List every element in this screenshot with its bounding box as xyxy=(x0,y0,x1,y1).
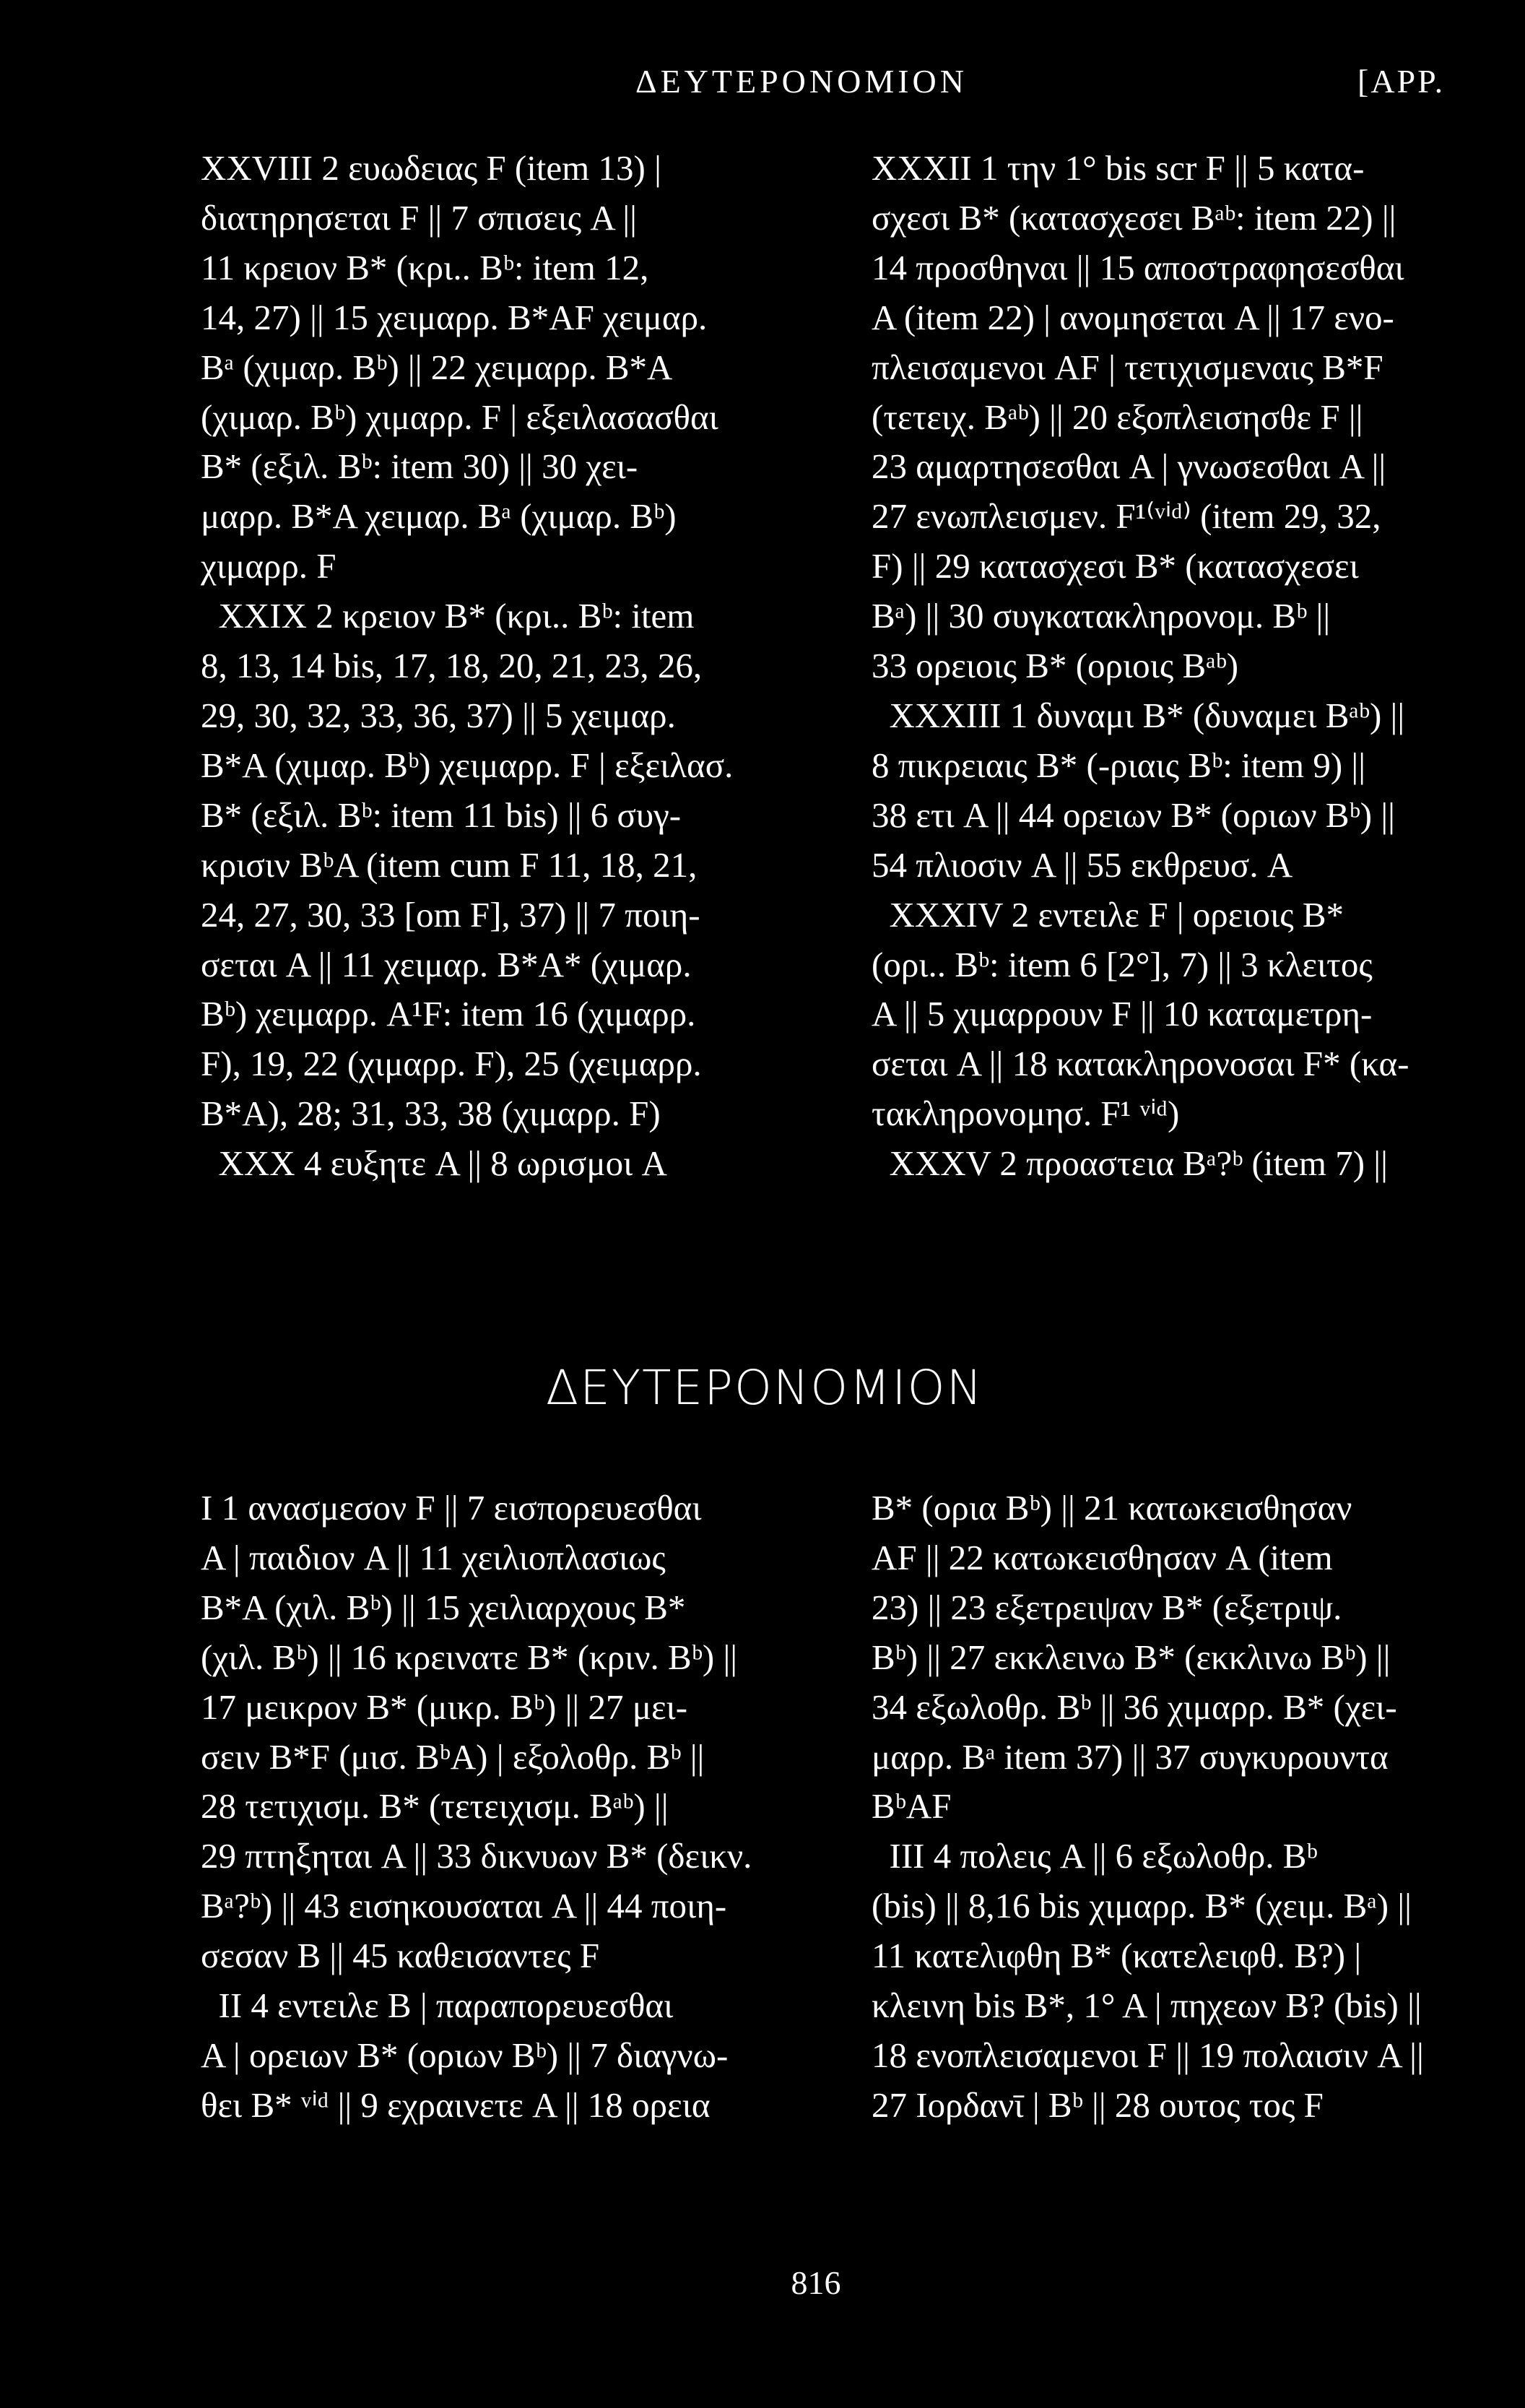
apparatus-lower-column-left: I 1 ανασμεσον F || 7 εισπορευεσθαι A | παιδιον A || 11 χειλιοπλασιως B*A (χιλ. Bᵇ) || 15 χειλιαρχους B* (χιλ. Bᵇ) || 16 κρεινατε B* (κριν. Bᵇ) || 17 μεικρον B* (μικρ. Bᵇ) || 27 μει- σειν B*F (μισ. BᵇA) | εξολοθρ. Bᵇ || 28 τετιχισμ. B* (τετειχισμ. Bᵃᵇ) || 29 πτηξηται A || 33 δικνυων B* (δεικν. Bᵃ?ᵇ) || 43 εισηκουσαται A || 44 ποιη- σεσαν B || 45 καθεισαντες F II 4 εντειλε B | παραπορευεσθαι A | ορειων B* (οριων Bᵇ) || 7 διαγνω- θει B* ᵛⁱᵈ || 9 εχραινετε A || 18 ορεια xyxy=(201,1488,752,2125)
apparatus-column-left: XXVIII 2 ευωδειας F (item 13) | διατηρησεται F || 7 σπισεις A || 11 κρειον B* (κρι.. Bᵇ: item 12, 14, 27) || 15 χειμαρρ. B*AF χειμαρ. Bᵃ (χιμαρ. Bᵇ) || 22 χειμαρρ. B*A (χιμαρ. Bᵇ) χιμαρρ. F | εξειλασασθαι B* (εξιλ. Bᵇ: item 30) || 30 χει- μαρρ. B*A χειμαρ. Bᵃ (χιμαρ. Bᵇ) χιμαρρ. F XXIX 2 κρειον B* (κρι.. Bᵇ: item 8, 13, 14 bis, 17, 18, 20, 21, 23, 26, 29, 30, 32, 33, 36, 37) || 5 χειμαρ. B*A (χιμαρ. Bᵇ) χειμαρρ. F | εξειλασ. B* (εξιλ. Bᵇ: item 11 bis) || 6 συγ- κρισιν BᵇA (item cum F 11, 18, 21, 24, 27, 30, 33 [om F], 37) || 7 ποιη- σεται A || 11 χειμαρ. B*A* (χιμαρ. Bᵇ) χειμαρρ. A¹F: item 16 (χιμαρρ. F), 19, 22 (χιμαρρ. F), 25 (χειμαρρ. B*A), 28; 31, 33, 38 (χιμαρρ. F) XXX 4 ευξητε A || 8 ωρισμοι A xyxy=(201,148,734,1184)
running-header-title: ΔΕΥΤΕΡΟΝΟΜΙΟΝ xyxy=(635,63,968,100)
section-title: ΔΕΥΤΕΡΟΝΟΜΙΟΝ xyxy=(546,1360,983,1416)
apparatus-lower-column-right: B* (ορια Bᵇ) || 21 κατωκεισθησαν AF || 22 κατωκεισθησαν A (item 23) || 23 εξετρειψαν B* (εξετριψ. Bᵇ) || 27 εκκλεινω B* (εκκλινω Bᵇ) || 34 εξωλοθρ. Bᵇ || 36 χιμαρρ. B* (χει- μαρρ. Bᵃ item 37) || 37 συγκυρουντα BᵇAF III 4 πολεις A || 6 εξωλοθρ. Bᵇ (bis) || 8,16 bis χιμαρρ. B* (χειμ. Bᵃ) || 11 κατελιφθη B* (κατελειφθ. B?) | κλεινη bis B*, 1° A | πηχεων B? (bis) || 18 ενοπλεισαμενοι F || 19 πολαισιν A || 27 Ιορδανῑ | Bᵇ || 28 ουτος τος F xyxy=(872,1488,1424,2125)
running-header-appendix: [APP. xyxy=(1357,63,1446,100)
page-number: 816 xyxy=(791,2264,841,2301)
apparatus-column-right: XXXII 1 την 1° bis scr F || 5 κατα- σχεσι B* (κατασχεσει Bᵃᵇ: item 22) || 14 προσθηναι || 15 αποστραφησεσθαι A (item 22) | ανομησεται A || 17 ενο- πλεισαμενοι AF | τετιχισμεναις B*F (τετειχ. Bᵃᵇ) || 20 εξοπλεισησθε F || 23 αμαρτησεσθαι A | γνωσεσθαι A || 27 ενωπλεισμεν. F¹⁽ᵛⁱᵈ⁾ (item 29, 32, F) || 29 κατασχεσι B* (κατασχεσει Bᵃ) || 30 συγκατακληρονομ. Bᵇ || 33 ορειοις B* (οριοις Bᵃᵇ) XXXIII 1 δυναμι B* (δυναμει Bᵃᵇ) || 8 πικρειαις B* (-ριαις Bᵇ: item 9) || 38 ετι A || 44 ορειων B* (οριων Bᵇ) || 54 πλιοσιν A || 55 εκθρευσ. A XXXIV 2 εντειλε F | ορειοις B* (ορι.. Bᵇ: item 6 [2°], 7) || 3 κλειτος A || 5 χιμαρρουν F || 10 καταμετρη- σεται A || 18 κατακληρονοσαι F* (κα- τακληρονομησ. F¹ ᵛⁱᵈ) XXXV 2 προαστεια Bᵃ?ᵇ (item 7) || xyxy=(872,148,1409,1184)
